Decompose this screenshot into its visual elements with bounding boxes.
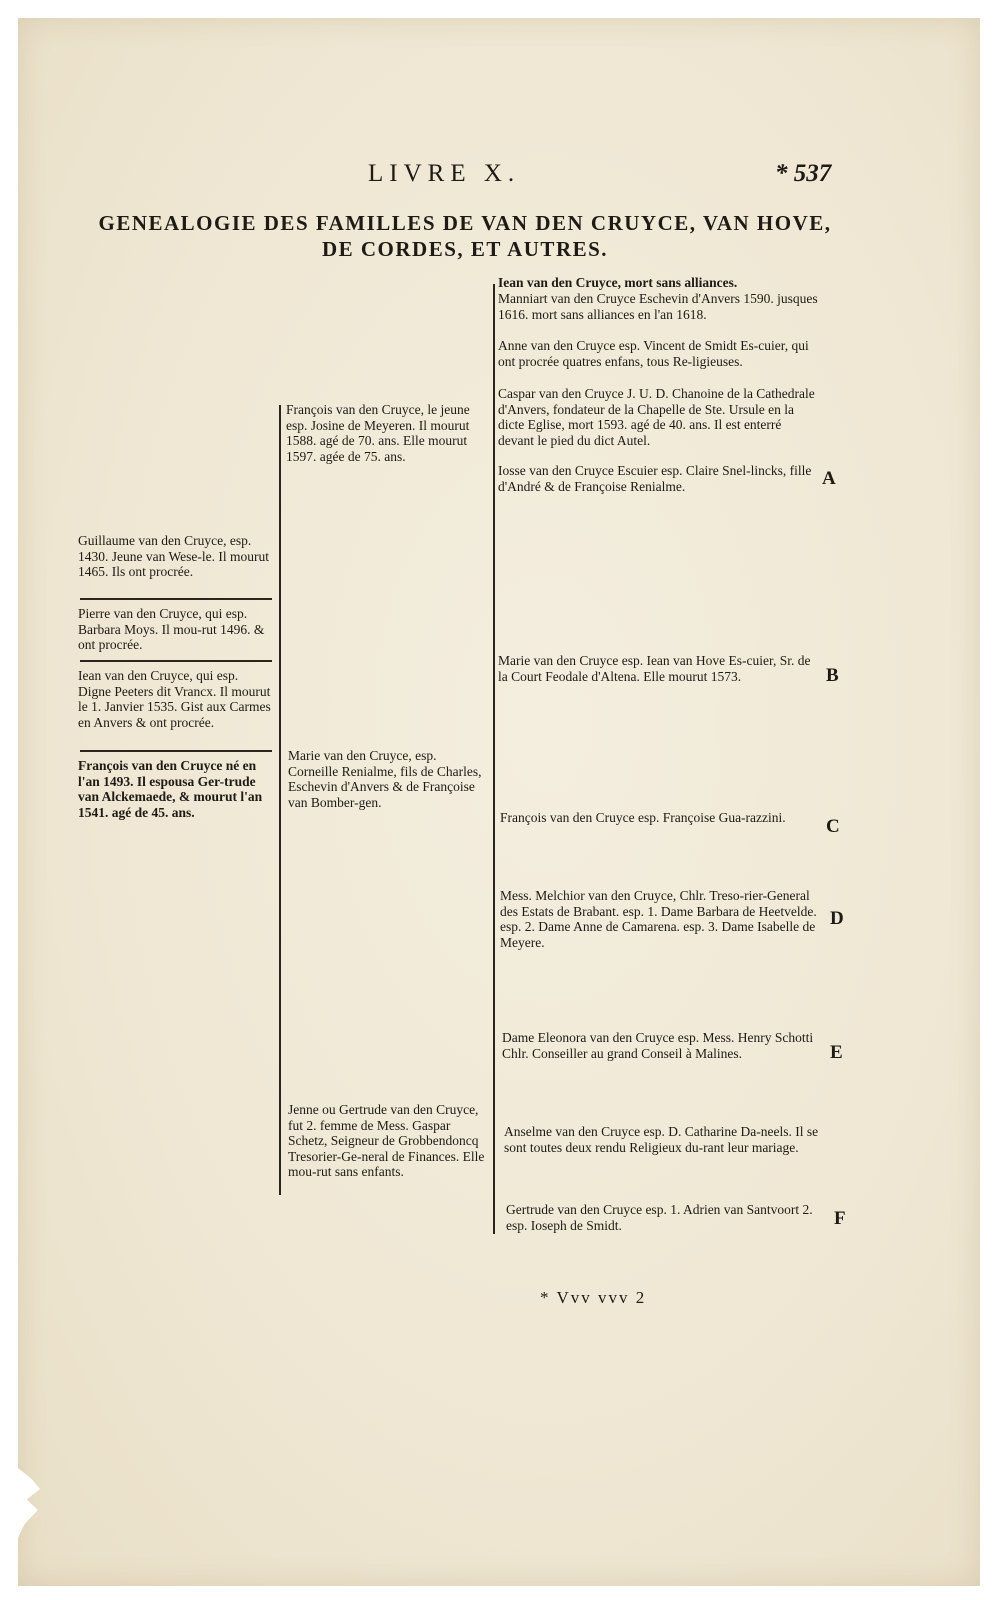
grandchild-entry: Dame Eleonora van den Cruyce esp. Mess. Henry Schotti Chlr. Conseiller au grand Conseil à Malines. [502, 1030, 814, 1061]
grandchild-entry: Marie van den Cruyce esp. Iean van Hove Es-cuier, Sr. de la Court Feodale d'Altena. Elle mourut 1573. [498, 653, 811, 684]
branch-letter: C [826, 816, 840, 837]
signature-mark: * Vvv vvv 2 [540, 1288, 647, 1307]
torn-edge [18, 1468, 40, 1538]
right-bracket-line [493, 284, 495, 1234]
grandchild-entry: Iosse van den Cruyce Escuier esp. Claire Snel-lincks, fille d'André & de Françoise Renialme. [498, 463, 812, 494]
generation-entry: Iean van den Cruyce, qui esp. Digne Peeters dit Vrancx. Il mourut le 1. Janvier 1535. Gist aux Carmes en Anvers & ont procrée. [78, 668, 271, 730]
generation-divider [80, 660, 272, 662]
child-entry: Marie van den Cruyce, esp. Corneille Renialme, fils de Charles, Eschevin d'Anvers & de Françoise van Bomber-gen. [288, 748, 482, 810]
branch-letter: D [830, 908, 844, 929]
child-entry: François van den Cruyce, le jeune esp. Josine de Meyeren. Il mourut 1588. agé de 70. ans. Elle mourut 1597. agée de 75. ans. [286, 402, 470, 464]
genealogy-title: GENEALOGIE DES FAMILLES DE VAN DEN CRUYCE, VAN HOVE, DE CORDES, ET AUTRES. [98, 211, 832, 261]
branch-letter: A [822, 468, 836, 489]
child-entry: Jenne ou Gertrude van den Cruyce, fut 2. femme de Mess. Gaspar Schetz, Seigneur de Grobbendoncq Tresorier-Ge-neral de Finances. Elle mou-rut sans enfants. [288, 1102, 485, 1179]
grandchild-entry: François van den Cruyce esp. Françoise Gua-razzini. [500, 810, 786, 825]
middle-bracket-line [279, 405, 281, 1195]
branch-letter: F [834, 1208, 846, 1229]
generation-entry: Pierre van den Cruyce, qui esp. Barbara Moys. Il mou-rut 1496. & ont procrée. [78, 606, 265, 652]
grandchild-entry: Manniart van den Cruyce Eschevin d'Anvers 1590. jusques 1616. mort sans alliances en l'an 1618. [498, 291, 818, 322]
grandchild-entry: Anne van den Cruyce esp. Vincent de Smidt Es-cuier, qui ont procrée quatres enfans, tous Re-ligieuses. [498, 338, 809, 369]
generation-entry: François van den Cruyce né en l'an 1493. Il espousa Ger-trude van Alckemaede, & mourut l'an 1541. agé de 45. ans. [78, 758, 263, 820]
generation-entry: Guillaume van den Cruyce, esp. 1430. Jeune van Wese-le. Il mourut 1465. Ils ont procrée. [78, 533, 269, 579]
branch-letter: E [830, 1042, 843, 1063]
grandchild-entry: Anselme van den Cruyce esp. D. Catharine Da-neels. Il se sont toutes deux rendu Religieux du-rant leur mariage. [504, 1124, 819, 1155]
grandchild-entry: Mess. Melchior van den Cruyce, Chlr. Treso-rier-General des Estats de Brabant. esp. 1. Dame Barbara de Heetvelde. esp. 2. Dame Anne de Camarena. esp. 3. Dame Isabelle de Meyere. [500, 888, 817, 950]
page-number: * 537 [775, 160, 832, 187]
generation-divider [80, 598, 272, 600]
book-heading: LIVRE X. [368, 160, 521, 187]
grandchild-entry: Gertrude van den Cruyce esp. 1. Adrien van Santvoort 2. esp. Ioseph de Smidt. [506, 1202, 813, 1233]
branch-letter: B [826, 665, 839, 686]
grandchild-entry: Iean van den Cruyce, mort sans alliances. [498, 275, 738, 290]
grandchild-entry: Caspar van den Cruyce J. U. D. Chanoine de la Cathedrale d'Anvers, fondateur de la Chapelle de Ste. Ursule en la dicte Eglise, mort 1593. agé de 40. ans. Il est enterré devant le pied du dict Autel. [498, 386, 815, 448]
generation-divider [80, 750, 272, 752]
